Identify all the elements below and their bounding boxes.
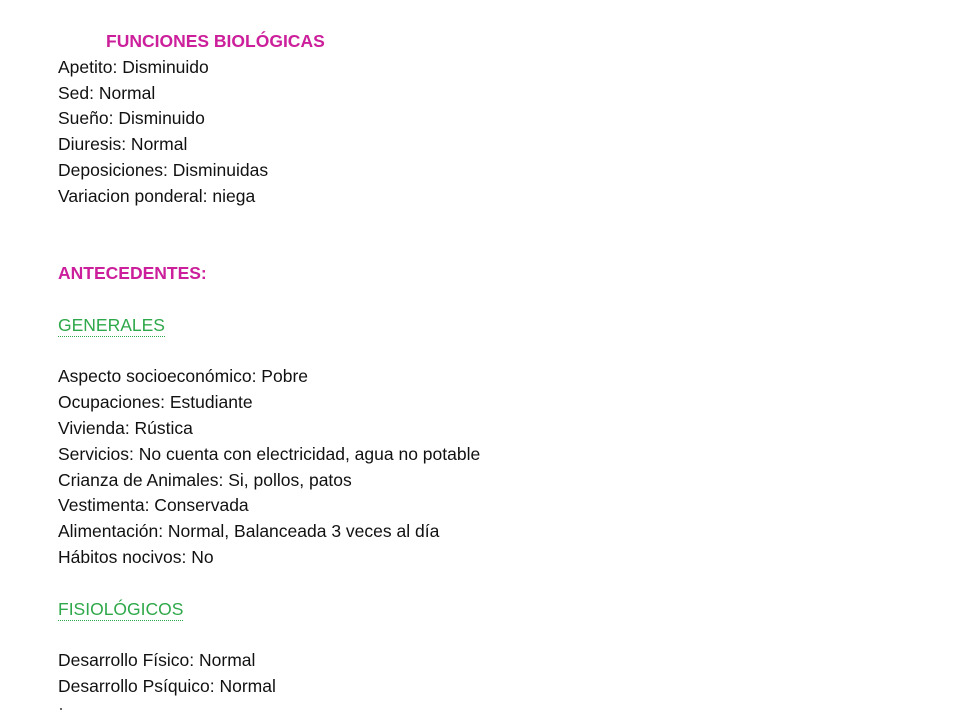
spacer (58, 622, 918, 648)
fisiologicos-heading: FISIOLÓGICOS (58, 598, 184, 619)
funcion-diuresis: Diuresis: Normal (58, 134, 188, 155)
general-vestimenta: Vestimenta: Conservada (58, 495, 249, 516)
general-ocupaciones: Ocupaciones: Estudiante (58, 392, 253, 413)
general-servicios: Servicios: No cuenta con electricidad, agua no potable (58, 443, 481, 464)
funcion-variacion-ponderal: Variacion ponderal: niega (58, 185, 256, 206)
spacer (58, 210, 918, 262)
general-habitos: Hábitos nocivos: No (58, 546, 214, 567)
general-crianza: Crianza de Animales: Si, pollos, patos (58, 469, 352, 490)
spacer (58, 287, 918, 313)
funcion-apetito: Apetito: Disminuido (58, 56, 209, 77)
document-body (58, 29, 918, 700)
generales-heading: GENERALES (58, 314, 165, 335)
funcion-sed: Sed: Normal (58, 82, 156, 103)
general-aspecto: Aspecto socioeconómico: Pobre (58, 366, 308, 387)
antecedentes-heading: ANTECEDENTES: (58, 263, 207, 284)
stray-dot (60, 708, 62, 710)
spacer (58, 571, 918, 597)
fisiologico-psiquico: Desarrollo Psíquico: Normal (58, 675, 276, 696)
general-vivienda: Vivienda: Rústica (58, 417, 193, 438)
page-title: FUNCIONES BIOLÓGICAS (106, 31, 325, 51)
funcion-deposiciones: Deposiciones: Disminuidas (58, 159, 269, 180)
general-alimentacion: Alimentación: Normal, Balanceada 3 veces al día (58, 521, 440, 542)
spacer (58, 339, 918, 365)
funcion-sueno: Sueño: Disminuido (58, 108, 205, 129)
fisiologico-fisico: Desarrollo Físico: Normal (58, 650, 256, 671)
